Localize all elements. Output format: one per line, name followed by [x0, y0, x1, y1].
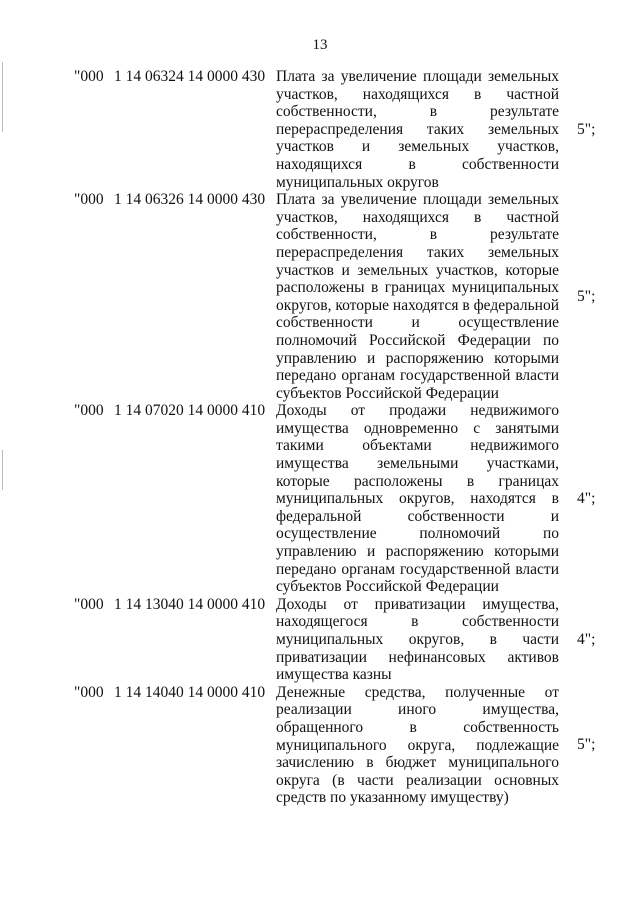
table-row	[0, 68, 640, 191]
standard-value: 4";	[577, 631, 596, 648]
admin-code: "000	[74, 595, 104, 613]
budget-classification-code: 1 14 06324 14 0000 430	[114, 68, 266, 85]
budget-classification-code: 1 14 07020 14 0000 410	[114, 402, 266, 420]
revenue-name: Плата за увеличение площади земельных участков, находящихся в частной собственности, в результате перераспределения таких земельных участков и земельных участков, которые расположены в границах муниципальных округов, которые находятся в федеральной собственности и осуществление полномочий Российской Федерации по управлению и распоряжению которыми передано органам государственной власти субъектов Российской Федерации	[276, 191, 559, 402]
revenue-name: Денежные средства, полученные от реализации иного имущества, обращенного в собственность муниципального округа, подлежащие зачислению в бюджет муниципального округа (в части реализации основных средств по указанному имуществу)	[276, 683, 559, 807]
table-row	[0, 402, 640, 596]
budget-classification-code: 1 14 13040 14 0000 410	[114, 595, 266, 613]
admin-code: "000	[74, 191, 104, 209]
table-row	[0, 596, 640, 684]
standard-value: 4";	[577, 490, 596, 508]
admin-code: "000	[74, 683, 104, 701]
budget-classification-code: 1 14 14040 14 0000 410	[114, 683, 266, 701]
standard-value: 5";	[577, 120, 596, 138]
revenue-codes-table	[0, 68, 640, 807]
page-number: 13	[312, 37, 328, 53]
admin-code: "000	[74, 402, 104, 420]
revenue-name: Плата за увеличение площади земельных участков, находящихся в частной собственности, в результате перераспределения таких земельных участков и земельных участков, находящихся в собственности муниципальных округов	[276, 68, 559, 191]
table-row	[0, 684, 640, 807]
table-row	[0, 191, 640, 402]
budget-classification-code: 1 14 06326 14 0000 430	[114, 191, 266, 209]
revenue-name: Доходы от приватизации имущества, находящегося в собственности муниципальных округов, в части приватизации нефинансовых активов имущества казны	[276, 595, 559, 684]
admin-code: "000	[74, 68, 104, 85]
standard-value: 5";	[577, 287, 596, 305]
standard-value: 5";	[577, 736, 596, 754]
revenue-name: Доходы от продажи недвижимого имущества одновременно с занятыми такими объектами недвижимого имущества земельными участками, которые расположены в границах муниципальных округов, находятся в федеральной собственности и осуществление полномочий по управлению и распоряжению которыми передано органам государственной власти субъектов Российской Федерации	[276, 402, 559, 596]
